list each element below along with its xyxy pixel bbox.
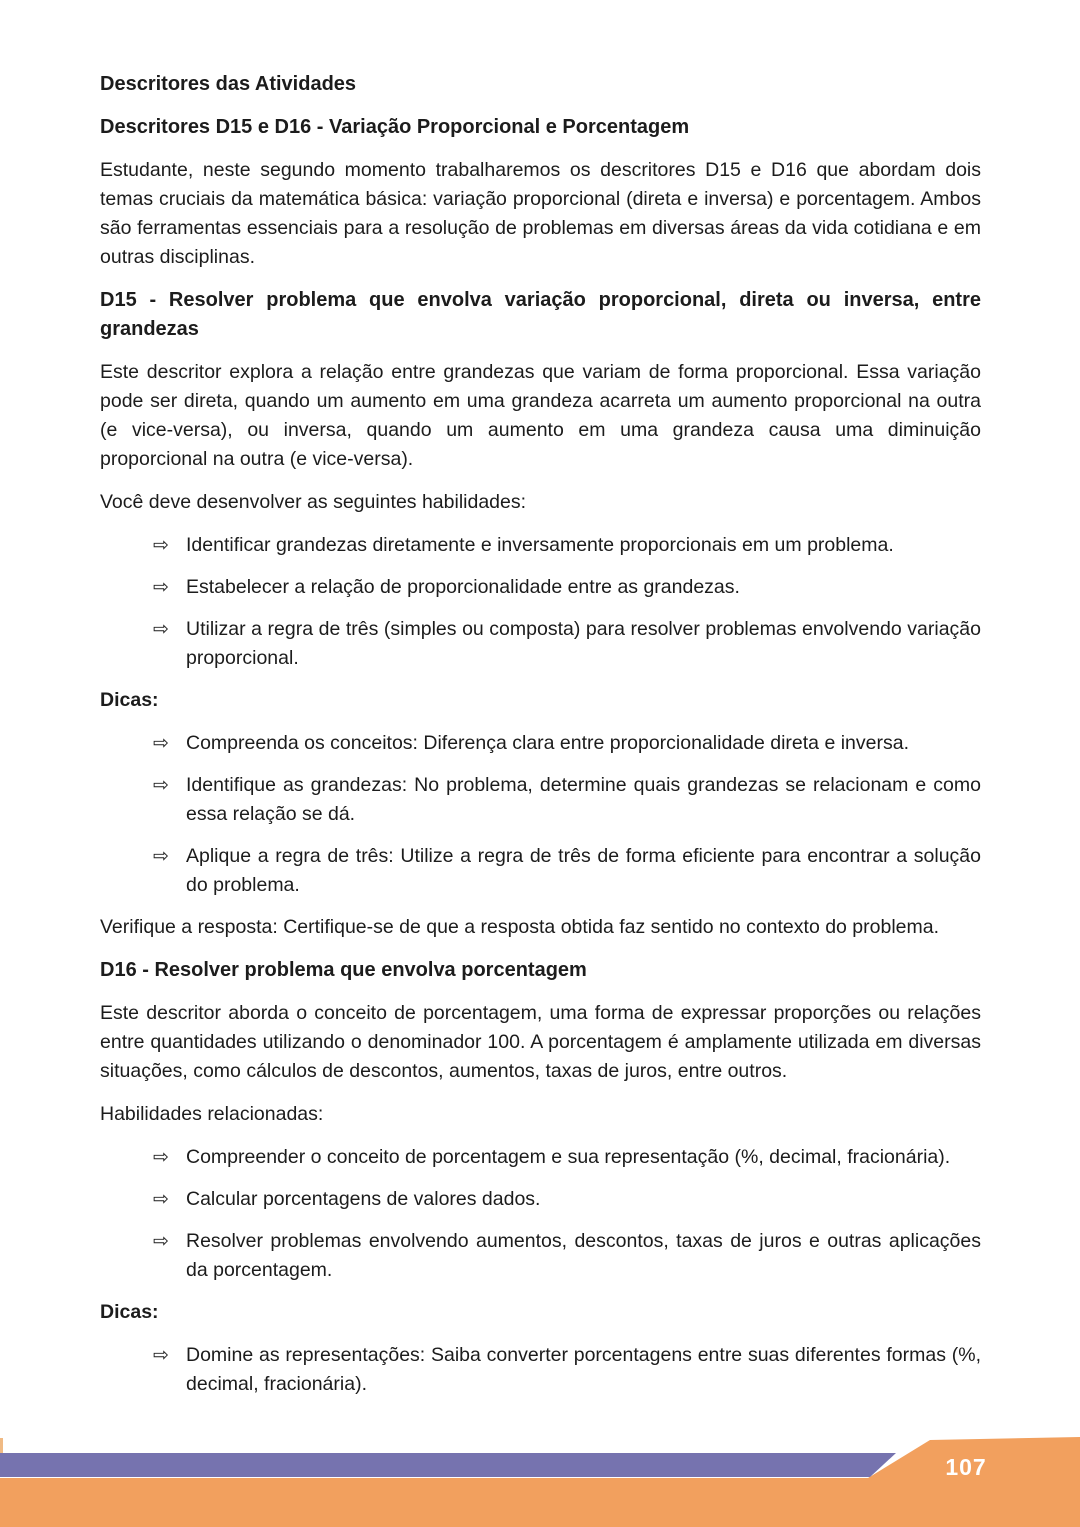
list-item <box>153 615 981 673</box>
list-item <box>153 1227 981 1285</box>
d15-skills-list <box>100 531 981 673</box>
list-item <box>153 842 981 900</box>
list-item <box>153 729 981 758</box>
list-item-text: Domine as representações: Saiba converter porcentagens entre suas diferentes formas (%, decimal, fracionária). <box>186 1344 981 1395</box>
list-item-text: Identificar grandezas diretamente e inversamente proporcionais em um problema. <box>186 534 894 556</box>
d15-note-paragraph: Verifique a resposta: Certifique-se de que a resposta obtida faz sentido no contexto do problema. <box>100 916 940 938</box>
left-edge-accent <box>0 1438 3 1454</box>
d15-tips-label: Dicas: <box>100 689 159 711</box>
arrow-right-icon: ⇨ <box>153 775 169 796</box>
intro-paragraph: Estudante, neste segundo momento trabalharemos os descritores D15 e D16 que abordam dois temas cruciais da matemática básica: variação proporcional (direta e inversa) e porcentagem. Ambos são ferramentas essenciais para a resolução de problemas em diversas áreas da vida cotidiana e em outras disciplinas. <box>100 159 981 268</box>
list-item-text: Compreenda os conceitos: Diferença clara entre proporcionalidade direta e inversa. <box>186 732 909 754</box>
arrow-right-icon: ⇨ <box>153 1231 169 1252</box>
arrow-right-icon: ⇨ <box>153 1147 169 1168</box>
arrow-right-icon: ⇨ <box>153 1189 169 1210</box>
list-item-text: Resolver problemas envolvendo aumentos, descontos, taxas de juros e outras aplicações da porcentagem. <box>186 1230 981 1281</box>
footer-orange-shape <box>0 1437 1080 1527</box>
d16-skills-list <box>100 1143 981 1285</box>
list-item <box>153 1341 981 1399</box>
list-item-text: Identifique as grandezas: No problema, determine quais grandezas se relacionam e como essa relação se dá. <box>186 774 981 825</box>
arrow-right-icon: ⇨ <box>153 577 169 598</box>
d15-body-paragraph: Este descritor explora a relação entre grandezas que variam de forma proporcional. Essa variação pode ser direta, quando um aumento em uma grandeza acarreta um aumento proporcional na outra (e vice-versa), ou inversa, quando um aumento em uma grandeza causa uma diminuição proporcional na outra (e vice-versa). <box>100 361 981 470</box>
arrow-right-icon: ⇨ <box>153 1345 169 1366</box>
list-item <box>153 1143 981 1172</box>
d16-skills-intro: Habilidades relacionadas: <box>100 1103 324 1125</box>
list-item-text: Utilizar a regra de três (simples ou composta) para resolver problemas envolvendo variação proporcional. <box>186 618 981 669</box>
page-content <box>100 70 981 1412</box>
list-item <box>153 1185 981 1214</box>
list-item <box>153 771 981 829</box>
page-number: 107 <box>945 1454 987 1480</box>
d16-tips-list <box>100 1341 981 1399</box>
page-title: Descritores das Atividades <box>100 73 357 95</box>
arrow-right-icon: ⇨ <box>153 619 169 640</box>
d15-heading: D15 - Resolver problema que envolva variação proporcional, direta ou inversa, entre grandezas <box>100 289 981 340</box>
section-subtitle: Descritores D15 e D16 - Variação Proporcional e Porcentagem <box>100 116 690 138</box>
arrow-right-icon: ⇨ <box>153 535 169 556</box>
d16-tips-label: Dicas: <box>100 1301 159 1323</box>
arrow-right-icon: ⇨ <box>153 733 169 754</box>
footer-purple-bar <box>0 1453 896 1477</box>
list-item-text: Calcular porcentagens de valores dados. <box>186 1188 541 1210</box>
list-item-text: Estabelecer a relação de proporcionalidade entre as grandezas. <box>186 576 740 598</box>
list-item-text: Aplique a regra de três: Utilize a regra de três de forma eficiente para encontrar a solução do problema. <box>186 845 981 896</box>
list-item <box>153 531 981 560</box>
list-item-text: Compreender o conceito de porcentagem e sua representação (%, decimal, fracionária). <box>186 1146 951 1168</box>
d16-heading: D16 - Resolver problema que envolva porcentagem <box>100 959 587 981</box>
list-item <box>153 573 981 602</box>
d15-tips-list <box>100 729 981 900</box>
arrow-right-icon: ⇨ <box>153 846 169 867</box>
d16-body-paragraph: Este descritor aborda o conceito de porcentagem, uma forma de expressar proporções ou relações entre quantidades utilizando o denominador 100. A porcentagem é amplamente utilizada em diversas situações, como cálculos de descontos, aumentos, taxas de juros, entre outros. <box>100 1002 981 1082</box>
d15-skills-intro: Você deve desenvolver as seguintes habilidades: <box>100 491 527 513</box>
